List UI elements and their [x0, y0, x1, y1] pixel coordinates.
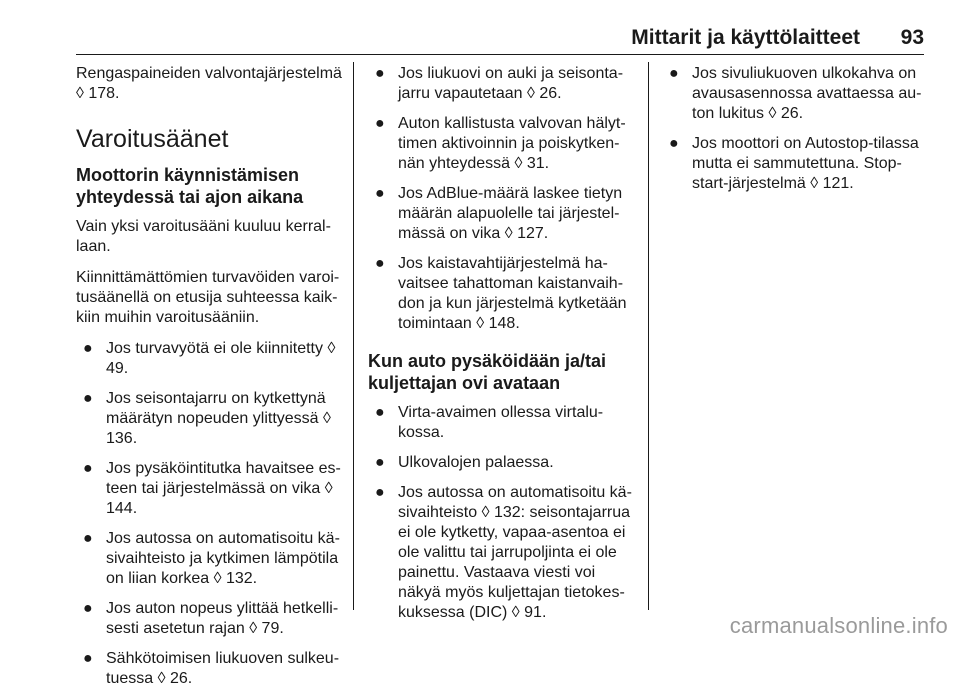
list-item-text: Jos moottori on Autostop-tilassa mutta ei sammutettuna. Stop-start-järjestelmä ◊ 121. [692, 135, 919, 192]
list-item-text: Jos autossa on automatisoitu käsivaihteisto ◊ 132: seisontajarrua ei ole kytketty, vapaa-asentoa ei ole valittu tai jarrupoljinta ei ole painettu. Vastaava viesti voi näkyä myös kuljettajan tietokeskuksessa (DIC) ◊ 91. [398, 484, 632, 621]
list-item [368, 114, 636, 174]
bullet-icon: ● [83, 530, 93, 547]
bullet-icon: ● [83, 460, 93, 477]
list-item [662, 134, 930, 194]
list-item [662, 64, 930, 124]
bullet-icon: ● [375, 454, 385, 471]
list-item-text: Jos seisontajarru on kytkettynä määrätyn nopeuden ylittyessä ◊ 136. [106, 390, 331, 447]
bullet-icon: ● [375, 404, 385, 421]
list-item-text: Jos turvavyötä ei ole kiinnitetty ◊ 49. [106, 340, 336, 377]
bullet-icon: ● [83, 600, 93, 617]
bullet-list [368, 64, 636, 334]
list-item [368, 64, 636, 104]
list-item [368, 453, 636, 473]
list-item [76, 389, 342, 449]
paragraph: Vain yksi varoitusääni kuuluu kerrallaan. [76, 218, 331, 255]
list-item [76, 459, 342, 519]
bullet-icon: ● [669, 65, 679, 82]
column-2 [368, 64, 636, 633]
list-item-text: Jos AdBlue-määrä laskee tietyn määrän alapuolelle tai järjestelmässä on vika ◊ 127. [398, 185, 623, 242]
bullet-list [368, 403, 636, 623]
column-1 [76, 64, 342, 699]
bullet-list [76, 339, 342, 689]
list-item-text: Jos liukuovi on auki ja seisontajarru vapautetaan ◊ 26. [398, 65, 624, 102]
bullet-icon: ● [83, 390, 93, 407]
list-item [368, 483, 636, 623]
list-item-text: Jos auton nopeus ylittää hetkellisesti asetetun rajan ◊ 79. [106, 600, 339, 637]
list-item-text: Jos sivuliukuoven ulkokahva on avausasennossa avattaessa auton lukitus ◊ 26. [692, 65, 922, 122]
chapter-title: Mittarit ja käyttölaitteet [631, 26, 860, 49]
bullet-icon: ● [375, 65, 385, 82]
bullet-icon: ● [375, 255, 385, 272]
column-3 [662, 64, 930, 204]
list-item [76, 649, 342, 689]
list-item [76, 339, 342, 379]
bullet-icon: ● [375, 185, 385, 202]
watermark: carmanualsonline.info [729, 613, 948, 638]
bullet-list [662, 64, 930, 194]
page-header [76, 24, 924, 55]
column-divider [353, 62, 354, 610]
list-item-text: Jos autossa on automatisoitu käsivaihteisto ja kytkimen lämpötila on liian korkea ◊ 132. [106, 530, 340, 587]
subsection-title: Kun auto pysäköidään ja/tai kuljettajan ovi avataan [368, 351, 607, 393]
list-item-text: Jos pysäköintitutka havaitsee esteen tai järjestelmässä on vika ◊ 144. [106, 460, 341, 517]
list-item [76, 599, 342, 639]
section-title: Varoitusäänet [76, 125, 229, 153]
intro-text: Rengaspaineiden valvontajärjestelmä ◊ 178. [76, 65, 342, 102]
list-item [76, 529, 342, 589]
page-number: 93 [900, 26, 924, 49]
column-divider [648, 62, 649, 610]
list-item-text: Auton kallistusta valvovan hälyttimen aktivoinnin ja poiskytkennän yhteydessä ◊ 31. [398, 115, 626, 172]
paragraph: Kiinnittämättömien turvavöiden varoitusäänellä on etusija suhteessa kaikkiin muihin varoitusääniin. [76, 269, 340, 326]
list-item [368, 184, 636, 244]
bullet-icon: ● [375, 115, 385, 132]
list-item-text: Sähkötoimisen liukuoven sulkeutuessa ◊ 26. [106, 650, 340, 687]
bullet-icon: ● [83, 650, 93, 667]
list-item [368, 254, 636, 334]
bullet-icon: ● [375, 484, 385, 501]
list-item-text: Ulkovalojen palaessa. [398, 454, 554, 471]
bullet-icon: ● [83, 340, 93, 357]
list-item-text: Virta-avaimen ollessa virtalukossa. [398, 404, 604, 441]
list-item [368, 403, 636, 443]
list-item-text: Jos kaistavahtijärjestelmä havaitsee tahattoman kaistanvaihdon ja kun järjestelmä kytketään toimintaan ◊ 148. [398, 255, 627, 332]
bullet-icon: ● [669, 135, 679, 152]
subsection-title: Moottorin käynnistämisen yhteydessä tai ajon aikana [76, 165, 304, 207]
